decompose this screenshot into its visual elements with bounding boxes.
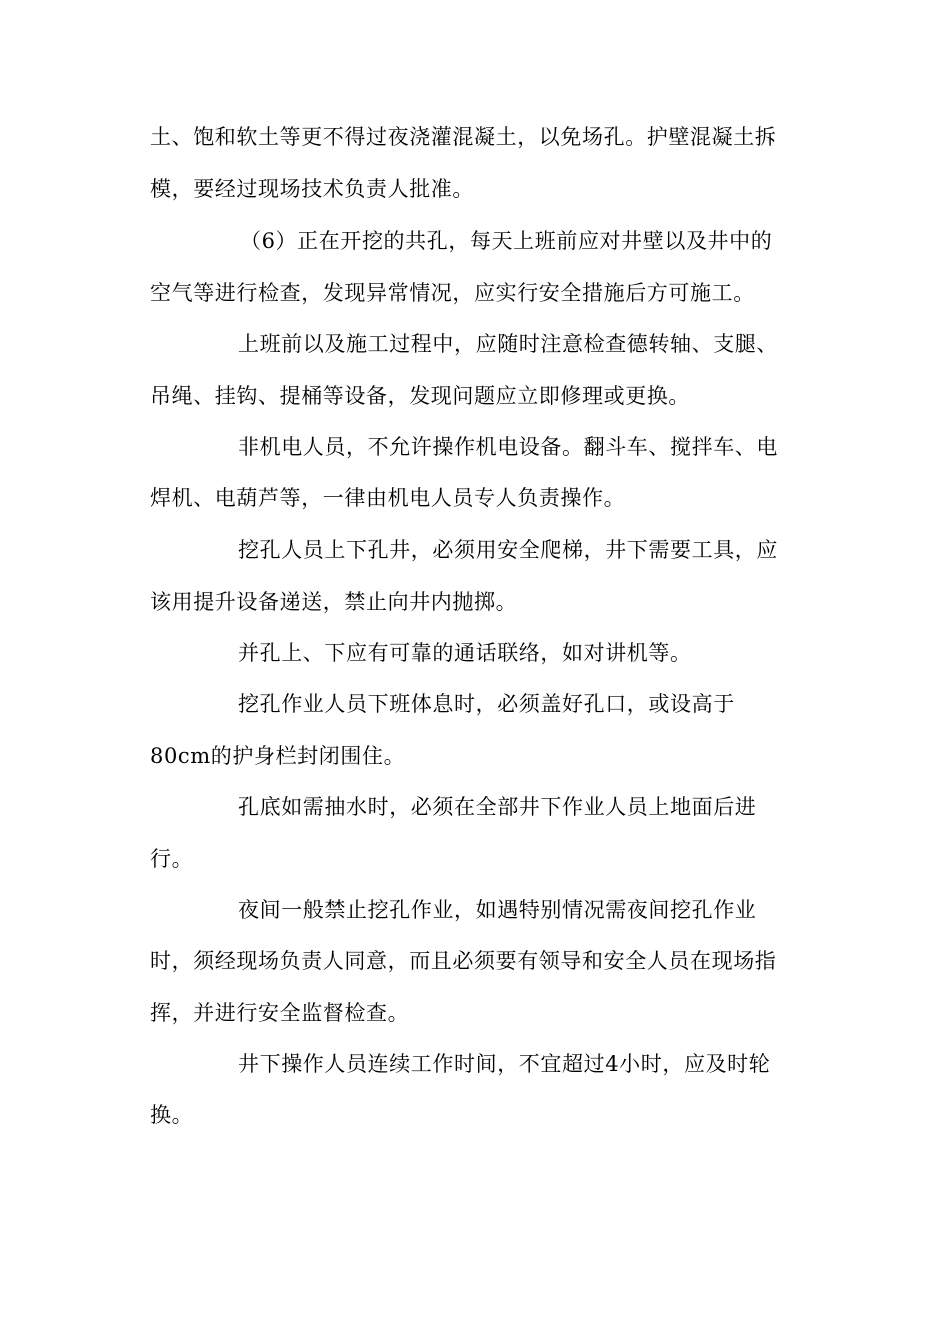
- text-line-1: 土、饱和软土等更不得过夜浇灌混凝土，以免场孔。护壁混凝土拆: [150, 125, 777, 149]
- text-line-2: 模，要经过现场技术负责人批准。: [150, 177, 474, 201]
- text-line-18: 挥，并进行安全监督检查。: [150, 1001, 410, 1025]
- text-line-20: 换。: [150, 1103, 194, 1127]
- text-line-11: 并孔上、下应有可靠的通话联络，如对讲机等。: [238, 641, 692, 665]
- text-line-12: 挖孔作业人员下班体息时，必须盖好孔口，或设高于: [238, 692, 735, 716]
- text-line-3: （6）正在开挖的共孔，每天上班前应对井壁以及井中的: [240, 229, 773, 253]
- text-line-19: 井下操作人员连续工作时间，不宜超过4小时，应及时轮: [238, 1052, 771, 1076]
- text-line-17: 时，须经现场负责人同意，而且必须要有领导和安全人员在现场指: [150, 949, 777, 973]
- text-line-15: 行。: [150, 847, 194, 871]
- text-line-6: 吊绳、挂钩、提桶等设备，发现问题应立即修理或更换。: [150, 384, 690, 408]
- text-line-14: 孔底如需抽水时，必须在全部井下作业人员上地面后进: [238, 795, 757, 819]
- text-line-5: 上班前以及施工过程中，应随时注意检查德转轴、支腿、: [238, 332, 778, 356]
- text-line-16: 夜间一般禁止挖孔作业，如遇特别情况需夜间挖孔作业: [238, 898, 757, 922]
- text-line-4: 空气等进行检查，发现异常情况，应实行安全措施后方可施工。: [150, 281, 755, 305]
- text-line-7: 非机电人员，不允许操作机电设备。翻斗车、搅拌车、电: [238, 435, 778, 459]
- text-line-9: 挖孔人员上下孔井，必须用安全爬梯，井下需要工具，应: [238, 538, 778, 562]
- text-line-10: 该用提升设备递送，禁止向井内抛掷。: [150, 590, 518, 614]
- text-line-8: 焊机、电葫芦等，一律由机电人员专人负责操作。: [150, 486, 626, 510]
- text-line-13: 80cm的护身栏封闭围住。: [150, 744, 406, 768]
